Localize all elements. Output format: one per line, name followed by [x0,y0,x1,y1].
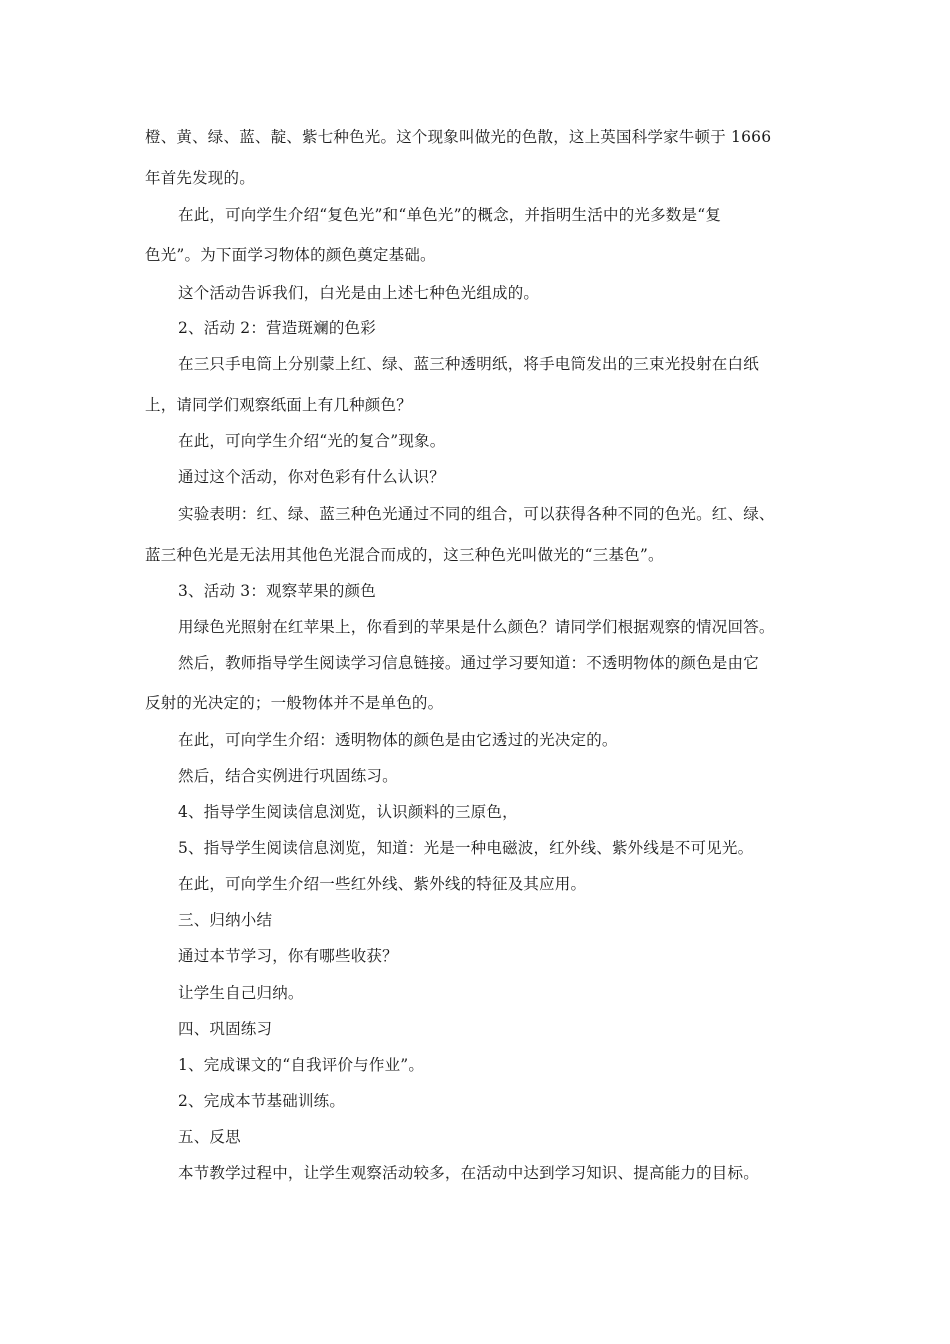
text-line: 在此，可向学生介绍“复色光”和“单色光”的概念，并指明生活中的光多数是“复 [178,206,722,224]
text-line: 这个活动告诉我们，白光是由上述七种色光组成的。 [178,284,540,302]
text-line: 反射的光决定的；一般物体并不是单色的。 [145,694,444,712]
text-line: 橙、黄、绿、蓝、靛、紫七种色光。这个现象叫做光的色散，这上英国科学家牛顿于 1666 [145,128,772,146]
text-line: 年首先发现的。 [145,169,255,187]
text-line: 在此，可向学生介绍：透明物体的颜色是由它透过的光决定的。 [178,731,618,749]
text-line: 让学生自己归纳。 [178,984,304,1002]
text-line: 实验表明：红、绿、蓝三种色光通过不同的组合，可以获得各种不同的色光。红、绿、 [178,505,775,523]
text-line: 然后，结合实例进行巩固练习。 [178,767,398,785]
section-heading: 四、巩固练习 [178,1020,273,1038]
text-line: 通过这个活动，你对色彩有什么认识？ [178,468,445,486]
text-line: 在三只手电筒上分别蒙上红、绿、蓝三种透明纸，将手电筒发出的三束光投射在白纸 [178,355,759,373]
section-heading: 五、反思 [178,1128,241,1146]
text-line: 在此，可向学生介绍“光的复合”现象。 [178,432,446,450]
text-line: 用绿色光照射在红苹果上，你看到的苹果是什么颜色？请同学们根据观察的情况回答。 [178,618,775,636]
list-item: 2、完成本节基础训练。 [178,1092,346,1110]
text-line: 色光”。为下面学习物体的颜色奠定基础。 [145,246,436,264]
section-heading: 3、活动 3：观察苹果的颜色 [178,582,376,600]
list-item: 4、指导学生阅读信息浏览，认识颜料的三原色， [178,803,518,821]
section-heading: 2、活动 2：营造斑斓的色彩 [178,319,376,337]
text-line: 上，请同学们观察纸面上有几种颜色？ [145,396,412,414]
text-line: 通过本节学习，你有哪些收获？ [178,947,398,965]
list-item: 5、指导学生阅读信息浏览，知道：光是一种电磁波，红外线、紫外线是不可见光。 [178,839,754,857]
list-item: 1、完成课文的“自我评价与作业”。 [178,1056,425,1074]
text-line: 本节教学过程中，让学生观察活动较多，在活动中达到学习知识、提高能力的目标。 [178,1164,759,1182]
text-line: 然后，教师指导学生阅读学习信息链接。通过学习要知道：不透明物体的颜色是由它 [178,654,759,672]
section-heading: 三、归纳小结 [178,911,273,929]
text-line: 在此，可向学生介绍一些红外线、紫外线的特征及其应用。 [178,875,587,893]
text-line: 蓝三种色光是无法用其他色光混合而成的，这三种色光叫做光的“三基色”。 [145,546,664,564]
